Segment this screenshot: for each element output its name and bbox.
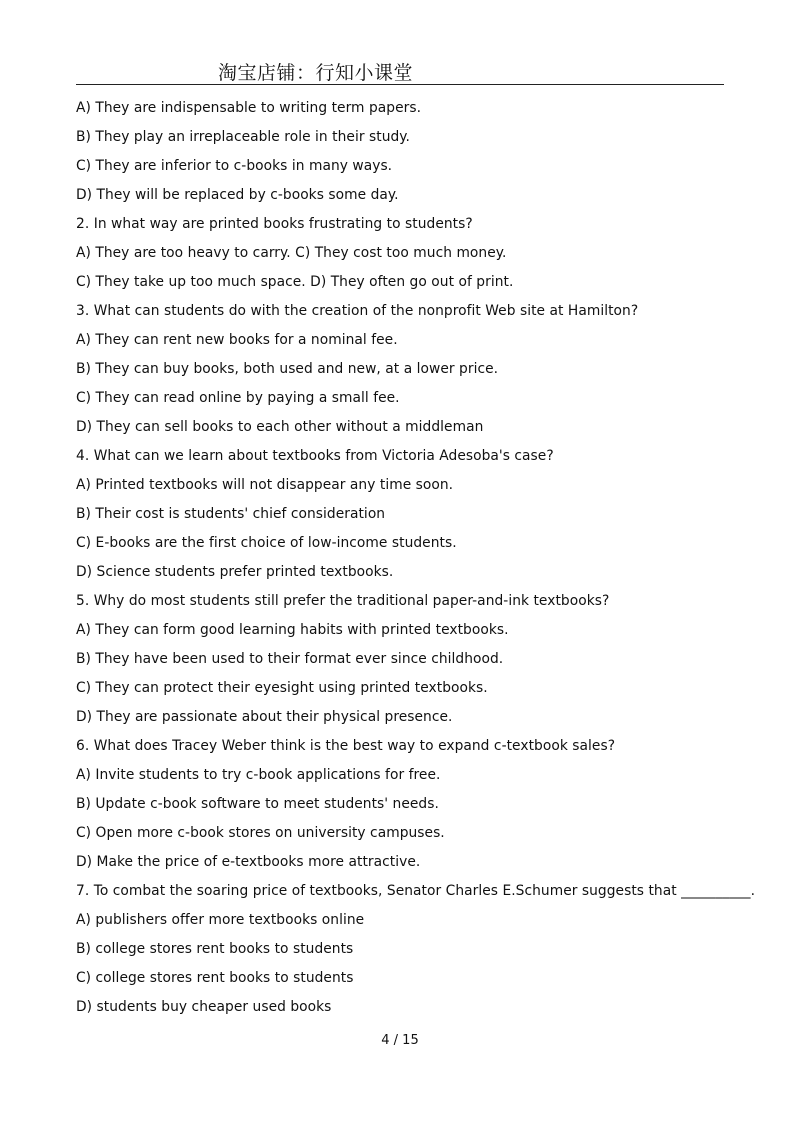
answer-option: A) They are too heavy to carry. C) They cost too much money.	[76, 245, 507, 261]
answer-option: C) college stores rent books to students	[76, 970, 354, 986]
question-stem: 3. What can students do with the creation of the nonprofit Web site at Hamilton?	[76, 303, 639, 319]
answer-option: D) They can sell books to each other without a middleman	[76, 419, 484, 435]
answer-option: B) Update c-book software to meet students' needs.	[76, 796, 439, 812]
answer-option: C) They can read online by paying a small fee.	[76, 390, 400, 406]
question-stem: 4. What can we learn about textbooks from Victoria Adesoba's case?	[76, 448, 554, 464]
answer-option: D) Make the price of e-textbooks more attractive.	[76, 854, 421, 870]
answer-option: C) E-books are the first choice of low-income students.	[76, 535, 457, 551]
answer-option: D) students buy cheaper used books	[76, 999, 332, 1015]
answer-option: D) Science students prefer printed textbooks.	[76, 564, 394, 580]
answer-option: B) They have been used to their format ever since childhood.	[76, 651, 504, 667]
answer-option: A) Printed textbooks will not disappear any time soon.	[76, 477, 454, 493]
answer-option: A) publishers offer more textbooks online	[76, 912, 365, 928]
answer-option: A) They can rent new books for a nominal fee.	[76, 332, 398, 348]
header-title: 淘宝店铺：行知小课堂	[218, 62, 414, 84]
answer-option: D) They are passionate about their physical presence.	[76, 709, 453, 725]
question-stem: 6. What does Tracey Weber think is the best way to expand c-textbook sales?	[76, 738, 616, 754]
question-stem: 7. To combat the soaring price of textbooks, Senator Charles E.Schumer suggests that __________.	[76, 883, 756, 899]
answer-option: B) They play an irreplaceable role in their study.	[76, 129, 410, 145]
page-number: 4 / 15	[381, 1033, 419, 1048]
answer-option: A) They are indispensable to writing term papers.	[76, 100, 422, 116]
answer-option: B) They can buy books, both used and new, at a lower price.	[76, 361, 499, 377]
answer-option: C) Open more c-book stores on university campuses.	[76, 825, 445, 841]
answer-option: A) Invite students to try c-book applications for free.	[76, 767, 441, 783]
answer-option: A) They can form good learning habits with printed textbooks.	[76, 622, 509, 638]
answer-option: C) They can protect their eyesight using printed textbooks.	[76, 680, 488, 696]
page-header	[76, 56, 724, 85]
question-stem: 5. Why do most students still prefer the traditional paper-and-ink textbooks?	[76, 593, 610, 609]
answer-option: C) They take up too much space. D) They often go out of print.	[76, 274, 514, 290]
answer-option: B) college stores rent books to students	[76, 941, 354, 957]
answer-option: C) They are inferior to c-books in many ways.	[76, 158, 393, 174]
question-stem: 2. In what way are printed books frustrating to students?	[76, 216, 473, 232]
answer-option: D) They will be replaced by c-books some day.	[76, 187, 399, 203]
question-text-block	[76, 94, 756, 1022]
answer-option: B) Their cost is students' chief consideration	[76, 506, 386, 522]
